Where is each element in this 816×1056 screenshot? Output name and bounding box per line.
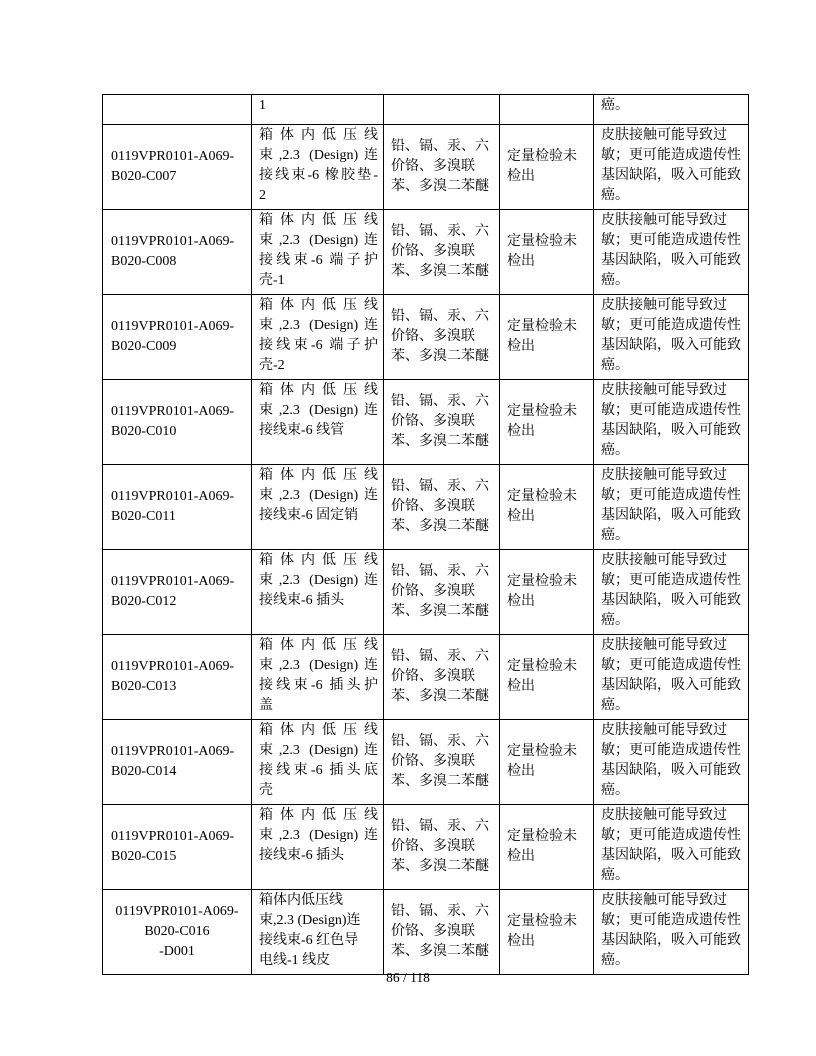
text-line: 敏；更可能造成遗传性 xyxy=(601,488,741,503)
part-number-cell xyxy=(103,720,252,805)
text-line: 苯、多溴二苯醚 xyxy=(391,604,489,619)
result-cell xyxy=(500,125,594,210)
text-line: 接线束-6 端子护 xyxy=(259,253,378,268)
text-line: 检出 xyxy=(507,339,535,354)
hazard-cell xyxy=(594,720,749,805)
text-line: B020-C008 xyxy=(111,254,177,269)
text-line: 敏；更可能造成遗传性 xyxy=(601,913,741,928)
text-line: 价铬、多溴联 xyxy=(391,839,475,854)
text-line: 0119VPR0101-A069- xyxy=(115,904,239,919)
text-line: 基因缺陷，吸入可能致 xyxy=(601,168,741,183)
text-line: 敏；更可能造成遗传性 xyxy=(601,743,741,758)
result-cell xyxy=(500,295,594,380)
text-line: 价铬、多溴联 xyxy=(391,669,475,684)
result-cell xyxy=(500,635,594,720)
text-line: 铅、镉、汞、六 xyxy=(391,394,489,409)
substances-cell xyxy=(384,210,500,295)
part-number-cell xyxy=(103,465,252,550)
hazard-cell xyxy=(594,125,749,210)
part-number-cell xyxy=(103,380,252,465)
text-line: 检出 xyxy=(507,679,535,694)
text-line: 铅、镉、汞、六 xyxy=(391,479,489,494)
text-line: 盖 xyxy=(259,698,273,713)
hazard-cell xyxy=(594,890,749,975)
text-line: 基因缺陷，吸入可能致 xyxy=(601,338,741,353)
description-cell xyxy=(252,125,384,210)
part-number-cell xyxy=(103,890,252,975)
text-line: 接线束-6 红色导 xyxy=(259,933,359,948)
hazard-cell xyxy=(594,635,749,720)
text-line: 接线束-6 线管 xyxy=(259,423,345,438)
text-line: 束,2.3 (Design)连 xyxy=(259,658,378,673)
text-line: 束,2.3 (Design)连 xyxy=(259,573,378,588)
result-cell xyxy=(500,95,594,125)
text-line: 癌。 xyxy=(601,613,629,628)
hazard-cell xyxy=(594,380,749,465)
text-line: 箱体内低压线 xyxy=(259,468,378,483)
text-line: 束,2.3 (Design)连 xyxy=(259,233,378,248)
table-row xyxy=(103,890,749,975)
text-line: 皮肤接触可能导致过 xyxy=(601,553,727,568)
text-line: 束,2.3 (Design)连 xyxy=(259,828,378,843)
substances-cell xyxy=(384,125,500,210)
part-number-cell xyxy=(103,550,252,635)
substances-cell xyxy=(384,635,500,720)
text-line: 敏；更可能造成遗传性 xyxy=(601,403,741,418)
text-line: 敏；更可能造成遗传性 xyxy=(601,148,741,163)
text-line: 0119VPR0101-A069- xyxy=(111,319,235,334)
substances-cell xyxy=(384,890,500,975)
text-line: B020-C009 xyxy=(111,339,177,354)
text-line: 癌。 xyxy=(601,528,629,543)
text-line: 苯、多溴二苯醚 xyxy=(391,519,489,534)
result-cell xyxy=(500,890,594,975)
table-body xyxy=(103,95,749,975)
text-line: 束,2.3 (Design)连 xyxy=(259,318,378,333)
text-line: 箱体内低压线 xyxy=(259,638,378,653)
text-line: 皮肤接触可能导致过 xyxy=(601,298,727,313)
page-number: 86 / 118 xyxy=(386,970,430,985)
result-cell xyxy=(500,550,594,635)
text-line: 0119VPR0101-A069- xyxy=(111,489,235,504)
text-line: 接线束-6 橡胶垫- xyxy=(259,168,378,183)
table-row xyxy=(103,210,749,295)
text-line: 束,2.3 (Design)连 xyxy=(259,743,378,758)
text-line: 0119VPR0101-A069- xyxy=(111,234,235,249)
text-line: 接线束-6 插头底 xyxy=(259,763,378,778)
text-line: 接线束-6 端子护 xyxy=(259,338,378,353)
text-line: 苯、多溴二苯醚 xyxy=(391,434,489,449)
result-cell xyxy=(500,805,594,890)
description-cell xyxy=(252,95,384,125)
text-line: 皮肤接触可能导致过 xyxy=(601,383,727,398)
text-line: 检出 xyxy=(507,764,535,779)
text-line: 皮肤接触可能导致过 xyxy=(601,638,727,653)
text-line: 定量检验未 xyxy=(507,659,577,674)
text-line: 皮肤接触可能导致过 xyxy=(601,893,727,908)
text-line: 铅、镉、汞、六 xyxy=(391,224,489,239)
text-line: 0119VPR0101-A069- xyxy=(111,659,235,674)
text-line: 基因缺陷，吸入可能致 xyxy=(601,508,741,523)
text-line: 检出 xyxy=(507,509,535,524)
text-line: 皮肤接触可能导致过 xyxy=(601,213,727,228)
text-line: 箱体内低压线 xyxy=(259,383,378,398)
table-row xyxy=(103,95,749,125)
hazard-cell xyxy=(594,210,749,295)
hazard-cell xyxy=(594,550,749,635)
text-line: 定量检验未 xyxy=(507,404,577,419)
text-line: 敏；更可能造成遗传性 xyxy=(601,318,741,333)
substance-report-table xyxy=(102,94,749,975)
text-line: B020-C013 xyxy=(111,679,177,694)
text-line: 癌。 xyxy=(601,783,629,798)
text-line: 苯、多溴二苯醚 xyxy=(391,689,489,704)
text-line: 束,2.3 (Design)连 xyxy=(259,913,361,928)
text-line: 皮肤接触可能导致过 xyxy=(601,808,727,823)
text-line: 铅、镉、汞、六 xyxy=(391,139,489,154)
text-line: 苯、多溴二苯醚 xyxy=(391,859,489,874)
description-cell xyxy=(252,720,384,805)
text-line: 敏；更可能造成遗传性 xyxy=(601,573,741,588)
description-cell xyxy=(252,295,384,380)
substances-cell xyxy=(384,805,500,890)
text-line: 定量检验未 xyxy=(507,829,577,844)
text-line: 价铬、多溴联 xyxy=(391,924,475,939)
text-line: 基因缺陷，吸入可能致 xyxy=(601,763,741,778)
substances-cell xyxy=(384,465,500,550)
text-line: 2 xyxy=(259,188,266,203)
part-number-cell xyxy=(103,295,252,380)
text-line: 检出 xyxy=(507,169,535,184)
text-line: 价铬、多溴联 xyxy=(391,329,475,344)
text-line: 0119VPR0101-A069- xyxy=(111,829,235,844)
description-cell xyxy=(252,210,384,295)
text-line: 1 xyxy=(259,98,266,113)
hazard-cell xyxy=(594,805,749,890)
text-line: 癌。 xyxy=(601,273,629,288)
text-line: 铅、镉、汞、六 xyxy=(391,904,489,919)
text-line: 箱体内低压线 xyxy=(259,893,343,908)
text-line: 基因缺陷，吸入可能致 xyxy=(601,678,741,693)
result-cell xyxy=(500,210,594,295)
substances-cell xyxy=(384,550,500,635)
table-row xyxy=(103,295,749,380)
text-line: 定量检验未 xyxy=(507,744,577,759)
table-row xyxy=(103,550,749,635)
text-line: 皮肤接触可能导致过 xyxy=(601,723,727,738)
table-row xyxy=(103,805,749,890)
description-cell xyxy=(252,380,384,465)
text-line: 束,2.3 (Design)连 xyxy=(259,148,378,163)
text-line: 铅、镉、汞、六 xyxy=(391,819,489,834)
text-line: 0119VPR0101-A069- xyxy=(111,404,235,419)
text-line: 箱体内低压线 xyxy=(259,553,378,568)
description-cell xyxy=(252,890,384,975)
text-line: 壳-2 xyxy=(259,358,285,373)
text-line: 电线-1 线皮 xyxy=(259,953,331,968)
text-line: 箱体内低压线 xyxy=(259,808,378,823)
text-line: B020-C015 xyxy=(111,849,177,864)
text-line: 铅、镉、汞、六 xyxy=(391,649,489,664)
text-line: 定量检验未 xyxy=(507,574,577,589)
text-line: 基因缺陷，吸入可能致 xyxy=(601,848,741,863)
table-row xyxy=(103,635,749,720)
text-line: 基因缺陷，吸入可能致 xyxy=(601,933,741,948)
text-line: 接线束-6 插头 xyxy=(259,848,345,863)
text-line: 敏；更可能造成遗传性 xyxy=(601,233,741,248)
text-line: 箱体内低压线 xyxy=(259,723,378,738)
text-line: 苯、多溴二苯醚 xyxy=(391,774,489,789)
text-line: 定量检验未 xyxy=(507,234,577,249)
description-cell xyxy=(252,805,384,890)
text-line: -D001 xyxy=(159,944,195,959)
text-line: B020-C007 xyxy=(111,169,177,184)
text-line: B020-C016 xyxy=(144,924,210,939)
text-line: B020-C014 xyxy=(111,764,177,779)
text-line: 接线束-6 插头护 xyxy=(259,678,378,693)
substances-cell xyxy=(384,295,500,380)
text-line: 基因缺陷，吸入可能致 xyxy=(601,423,741,438)
text-line: 价铬、多溴联 xyxy=(391,414,475,429)
text-line: B020-C012 xyxy=(111,594,177,609)
part-number-cell xyxy=(103,635,252,720)
result-cell xyxy=(500,465,594,550)
hazard-cell xyxy=(594,295,749,380)
text-line: 价铬、多溴联 xyxy=(391,499,475,514)
text-line: 定量检验未 xyxy=(507,319,577,334)
text-line: 束,2.3 (Design)连 xyxy=(259,403,378,418)
part-number-cell xyxy=(103,125,252,210)
part-number-cell xyxy=(103,210,252,295)
text-line: 定量检验未 xyxy=(507,149,577,164)
text-line: 癌。 xyxy=(601,98,629,113)
text-line: 铅、镉、汞、六 xyxy=(391,309,489,324)
result-cell xyxy=(500,720,594,805)
substances-cell xyxy=(384,720,500,805)
text-line: B020-C011 xyxy=(111,509,176,524)
text-line: 束,2.3 (Design)连 xyxy=(259,488,378,503)
text-line: 价铬、多溴联 xyxy=(391,754,475,769)
description-cell xyxy=(252,635,384,720)
text-line: 癌。 xyxy=(601,358,629,373)
text-line: 价铬、多溴联 xyxy=(391,584,475,599)
part-number-cell xyxy=(103,805,252,890)
result-cell xyxy=(500,380,594,465)
text-line: 铅、镉、汞、六 xyxy=(391,734,489,749)
text-line: 苯、多溴二苯醚 xyxy=(391,349,489,364)
text-line: 接线束-6 固定销 xyxy=(259,508,359,523)
text-line: 价铬、多溴联 xyxy=(391,244,475,259)
hazard-cell xyxy=(594,95,749,125)
description-cell xyxy=(252,465,384,550)
text-line: 0119VPR0101-A069- xyxy=(111,744,235,759)
table-row xyxy=(103,465,749,550)
text-line: 0119VPR0101-A069- xyxy=(111,574,235,589)
table-row xyxy=(103,380,749,465)
text-line: 0119VPR0101-A069- xyxy=(111,149,235,164)
text-line: 检出 xyxy=(507,424,535,439)
text-line: 价铬、多溴联 xyxy=(391,159,475,174)
text-line: 皮肤接触可能导致过 xyxy=(601,468,727,483)
text-line: 癌。 xyxy=(601,868,629,883)
text-line: 苯、多溴二苯醚 xyxy=(391,944,489,959)
text-line: 癌。 xyxy=(601,953,629,968)
text-line: 基因缺陷，吸入可能致 xyxy=(601,593,741,608)
part-number-cell xyxy=(103,95,252,125)
text-line: 癌。 xyxy=(601,443,629,458)
table-row xyxy=(103,720,749,805)
text-line: 苯、多溴二苯醚 xyxy=(391,179,489,194)
text-line: 箱体内低压线 xyxy=(259,298,378,313)
substances-cell xyxy=(384,95,500,125)
text-line: 基因缺陷，吸入可能致 xyxy=(601,253,741,268)
table-row xyxy=(103,125,749,210)
text-line: 苯、多溴二苯醚 xyxy=(391,264,489,279)
text-line: 敏；更可能造成遗传性 xyxy=(601,828,741,843)
text-line: 检出 xyxy=(507,849,535,864)
substances-cell xyxy=(384,380,500,465)
text-line: 箱体内低压线 xyxy=(259,213,378,228)
text-line: 癌。 xyxy=(601,698,629,713)
text-line: 检出 xyxy=(507,254,535,269)
hazard-cell xyxy=(594,465,749,550)
text-line: 检出 xyxy=(507,594,535,609)
description-cell xyxy=(252,550,384,635)
text-line: 铅、镉、汞、六 xyxy=(391,564,489,579)
text-line: 接线束-6 插头 xyxy=(259,593,345,608)
text-line: 定量检验未 xyxy=(507,914,577,929)
text-line: 检出 xyxy=(507,934,535,949)
text-line: 壳 xyxy=(259,783,273,798)
text-line: 壳-1 xyxy=(259,273,285,288)
text-line: 敏；更可能造成遗传性 xyxy=(601,658,741,673)
text-line: 定量检验未 xyxy=(507,489,577,504)
text-line: 癌。 xyxy=(601,188,629,203)
text-line: 皮肤接触可能导致过 xyxy=(601,128,727,143)
text-line: 箱体内低压线 xyxy=(259,128,378,143)
text-line: B020-C010 xyxy=(111,424,177,439)
